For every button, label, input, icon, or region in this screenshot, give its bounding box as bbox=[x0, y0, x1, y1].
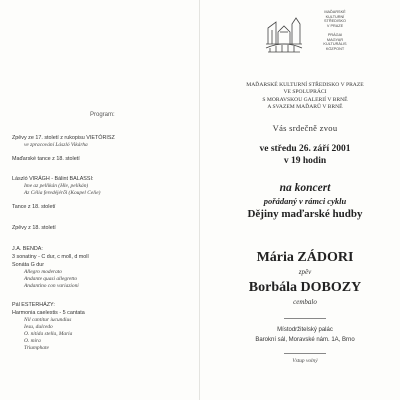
program-item-line: Pál ESTERHÁZY: bbox=[12, 302, 55, 308]
admission-line: Vstup volný bbox=[292, 358, 318, 364]
program-item-line: Zpěvy z 18. století bbox=[12, 225, 56, 231]
venue-address: Barokní sál, Moravské nám. 1A, Brno bbox=[255, 337, 355, 343]
venue-block bbox=[220, 325, 390, 345]
logo-text-line: KULTURÁLIS bbox=[323, 42, 347, 47]
invite-line: Vás srdečně zvou bbox=[272, 123, 338, 133]
program-item-line: László VIRÁGH - Bálint BALASSI: bbox=[12, 176, 94, 182]
performer-1-role: zpěv bbox=[298, 268, 312, 276]
program-item-sub: Ime az pellikán (Hle, pelikán) bbox=[24, 183, 89, 189]
program-item-sub: Az Célia feredéjéről (Koupel Celie) bbox=[24, 190, 101, 196]
program-item-sub: Andantino con variazioni bbox=[24, 283, 79, 289]
time-line: v 19 hodin bbox=[283, 156, 327, 166]
organizer-line: A SVAZEM MAĎARŮ V BRNĚ bbox=[267, 104, 343, 111]
program-item-line: J.A. BENDA: bbox=[12, 246, 43, 252]
logo-text-line: MAGYAR bbox=[326, 37, 344, 42]
divider-rule-2 bbox=[284, 353, 326, 354]
organizer-line: VE SPOLUPRÁCI bbox=[283, 89, 327, 96]
program-item bbox=[12, 156, 192, 163]
program-item-sub: Nil cantitur iucundius bbox=[24, 317, 72, 323]
logo-text-line: PRÁGAI bbox=[327, 32, 343, 37]
program-item bbox=[12, 310, 192, 352]
program-item-sub: Iesu, dulcedo bbox=[24, 324, 53, 330]
program-item bbox=[12, 246, 192, 253]
program-item-line: Sonáta G dur bbox=[12, 262, 45, 268]
program-item-line: 3 sonatiny - C dur, c moll, d moll bbox=[12, 254, 89, 260]
program-item-sub: Andante quasi allegretto bbox=[24, 276, 78, 282]
program-item-sub: O. nitida stella, Maria bbox=[24, 331, 73, 337]
program-item bbox=[12, 176, 192, 197]
organizer-line: S MORAVSKOU GALERIÍ V BRNĚ bbox=[262, 96, 348, 103]
logo-text bbox=[300, 10, 370, 51]
date-block bbox=[220, 143, 390, 167]
program-item-line: Zpěvy ze 17. století z rukopisu VIETÓRISZ bbox=[12, 135, 115, 141]
program-item bbox=[12, 302, 192, 309]
organizer-line: MAĎARSKÉ KULTURNÍ STŘEDISKO V PRAZE bbox=[246, 82, 364, 88]
program-item bbox=[12, 262, 192, 290]
program-item bbox=[12, 254, 192, 261]
program-item-line: Maďarské tance z 18. století bbox=[12, 156, 80, 162]
logo-text-line: KÖZPONT bbox=[325, 46, 345, 51]
concert-heading: na koncert bbox=[279, 182, 331, 194]
logo-text-line: STŘEDISKO bbox=[324, 19, 346, 24]
date-line: ve středu 26. září 2001 bbox=[259, 144, 351, 154]
program-item-line: Tance z 18. století bbox=[12, 204, 56, 210]
program-item-sub: Triumphate bbox=[24, 345, 49, 351]
cycle-line: pořádaný v rámci cyklu bbox=[263, 196, 347, 206]
program-item bbox=[12, 204, 192, 211]
logo-text-line: V PRAZE bbox=[326, 23, 344, 28]
series-title: Dějiny maďarské hudby bbox=[247, 208, 363, 220]
program-item-sub: O. mira bbox=[24, 338, 41, 344]
program-item bbox=[12, 135, 192, 149]
program-item-sub: Allegro moderato bbox=[24, 269, 62, 275]
performer-2-name: Borbála DOBOZY bbox=[248, 280, 362, 295]
divider-rule bbox=[284, 318, 326, 319]
venue-name: Místodržitelský palác bbox=[277, 327, 333, 333]
program-item bbox=[12, 225, 192, 232]
program-title: Program: bbox=[90, 112, 115, 118]
organizer-block bbox=[220, 82, 390, 112]
fold-line bbox=[199, 0, 200, 400]
performer-1-name: Mária ZÁDORI bbox=[256, 250, 354, 265]
logo-text-line: KULTURNÍ bbox=[325, 14, 345, 19]
program-item-line: Harmonia caelestis - 5 cantata bbox=[12, 310, 85, 316]
performer-2-role: cembalo bbox=[293, 298, 317, 306]
program-item-sub: ve zpracování László Vikárha bbox=[24, 142, 88, 148]
logo-text-line: MAĎARSKÉ bbox=[324, 10, 346, 14]
